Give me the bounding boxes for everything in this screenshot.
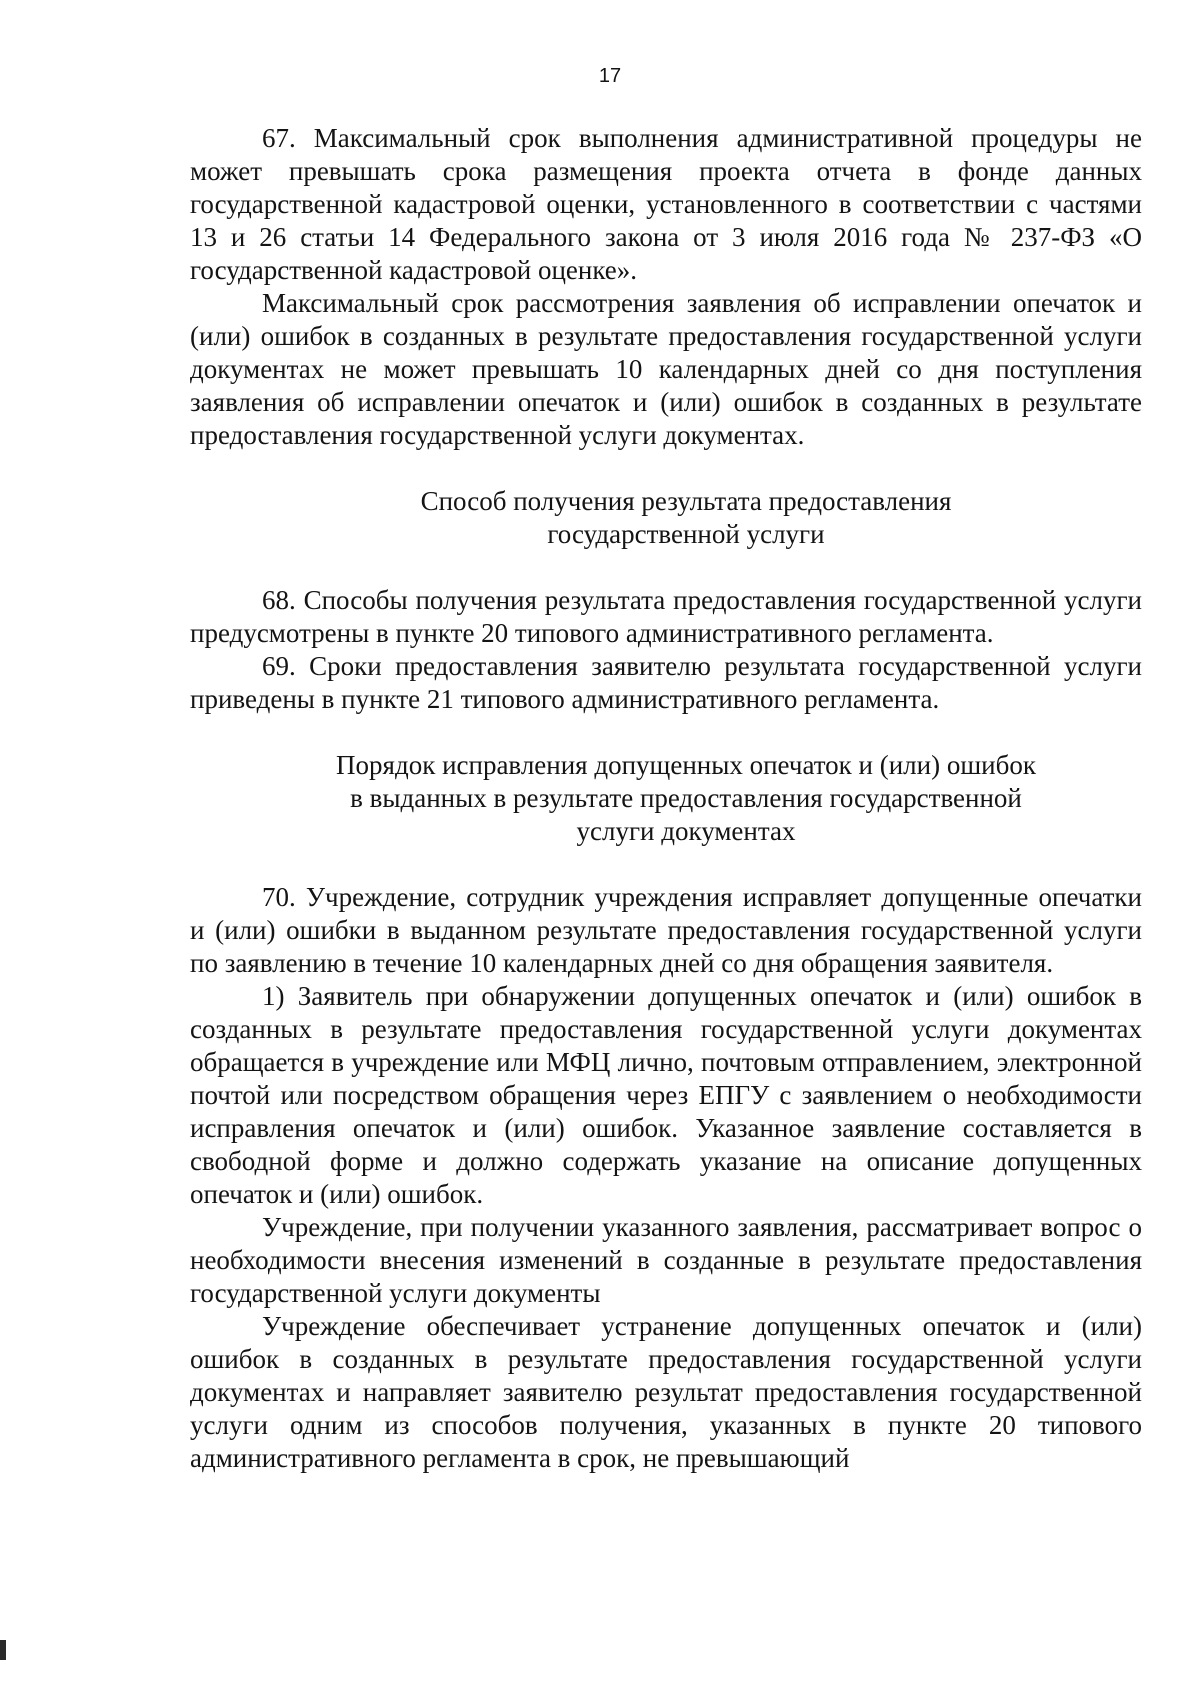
- scan-edge-mark: [0, 1640, 6, 1660]
- heading-line: в выданных в результате предоставления государственной: [350, 783, 1022, 813]
- paragraph-68: 68. Способы получения результата предоставления государственной услуги предусмотрены в пункте 20 типового административного регламента.: [190, 585, 1142, 648]
- section-heading-result-method: [190, 485, 1142, 551]
- section-heading-error-correction: [190, 749, 1142, 848]
- heading-line: государственной услуги: [547, 519, 825, 549]
- page-number: 17: [598, 65, 622, 87]
- paragraph-67: 67. Максимальный срок выполнения административной процедуры не может превышать срока размещения проекта отчета в фонде данных государственной кадастровой оценки, установленного в соответствии с частями 13 и 26 статьи 14 Федерального закона от 3 июля 2016 года № 237-ФЗ «О государственной кадастровой оценке».: [190, 123, 1142, 285]
- heading-line: Способ получения результата предоставления: [420, 486, 952, 516]
- paragraph-70-review: Учреждение, при получении указанного заявления, рассматривает вопрос о необходимости внесения изменений в созданные в результате предоставления государственной услуги документы: [190, 1212, 1142, 1308]
- heading-line: услуги документах: [576, 816, 796, 846]
- paragraph-70-item-1: 1) Заявитель при обнаружении допущенных опечаток и (или) ошибок в созданных в результате предоставления государственной услуги документах обращается в учреждение или МФЦ лично, почтовым отправлением, электронной почтой или посредством обращения через ЕПГУ с заявлением о необходимости исправления опечаток и (или) ошибок. Указанное заявление составляется в свободной форме и должно содержать указание на описание допущенных опечаток и (или) ошибок.: [190, 981, 1142, 1209]
- paragraph-70-correction: Учреждение обеспечивает устранение допущенных опечаток и (или) ошибок в созданных в результате предоставления государственной услуги документах и направляет заявителю результат предоставления государственной услуги одним из способов получения, указанных в пункте 20 типового административного регламента в срок, не превышающий: [190, 1311, 1142, 1473]
- paragraph-69: 69. Сроки предоставления заявителю результата государственной услуги приведены в пункте 21 типового административного регламента.: [190, 651, 1142, 714]
- paragraph-70: 70. Учреждение, сотрудник учреждения исправляет допущенные опечатки и (или) ошибки в выданном результате предоставления государственной услуги по заявлению в течение 10 календарных дней со дня обращения заявителя.: [190, 882, 1142, 978]
- document-body: [190, 122, 1142, 1475]
- paragraph-67-continued: Максимальный срок рассмотрения заявления об исправлении опечаток и (или) ошибок в созданных в результате предоставления государственной услуги документах не может превышать 10 календарных дней со дня поступления заявления об исправлении опечаток и (или) ошибок в созданных в результате предоставления государственной услуги документах.: [190, 288, 1142, 450]
- heading-line: Порядок исправления допущенных опечаток и (или) ошибок: [336, 750, 1036, 780]
